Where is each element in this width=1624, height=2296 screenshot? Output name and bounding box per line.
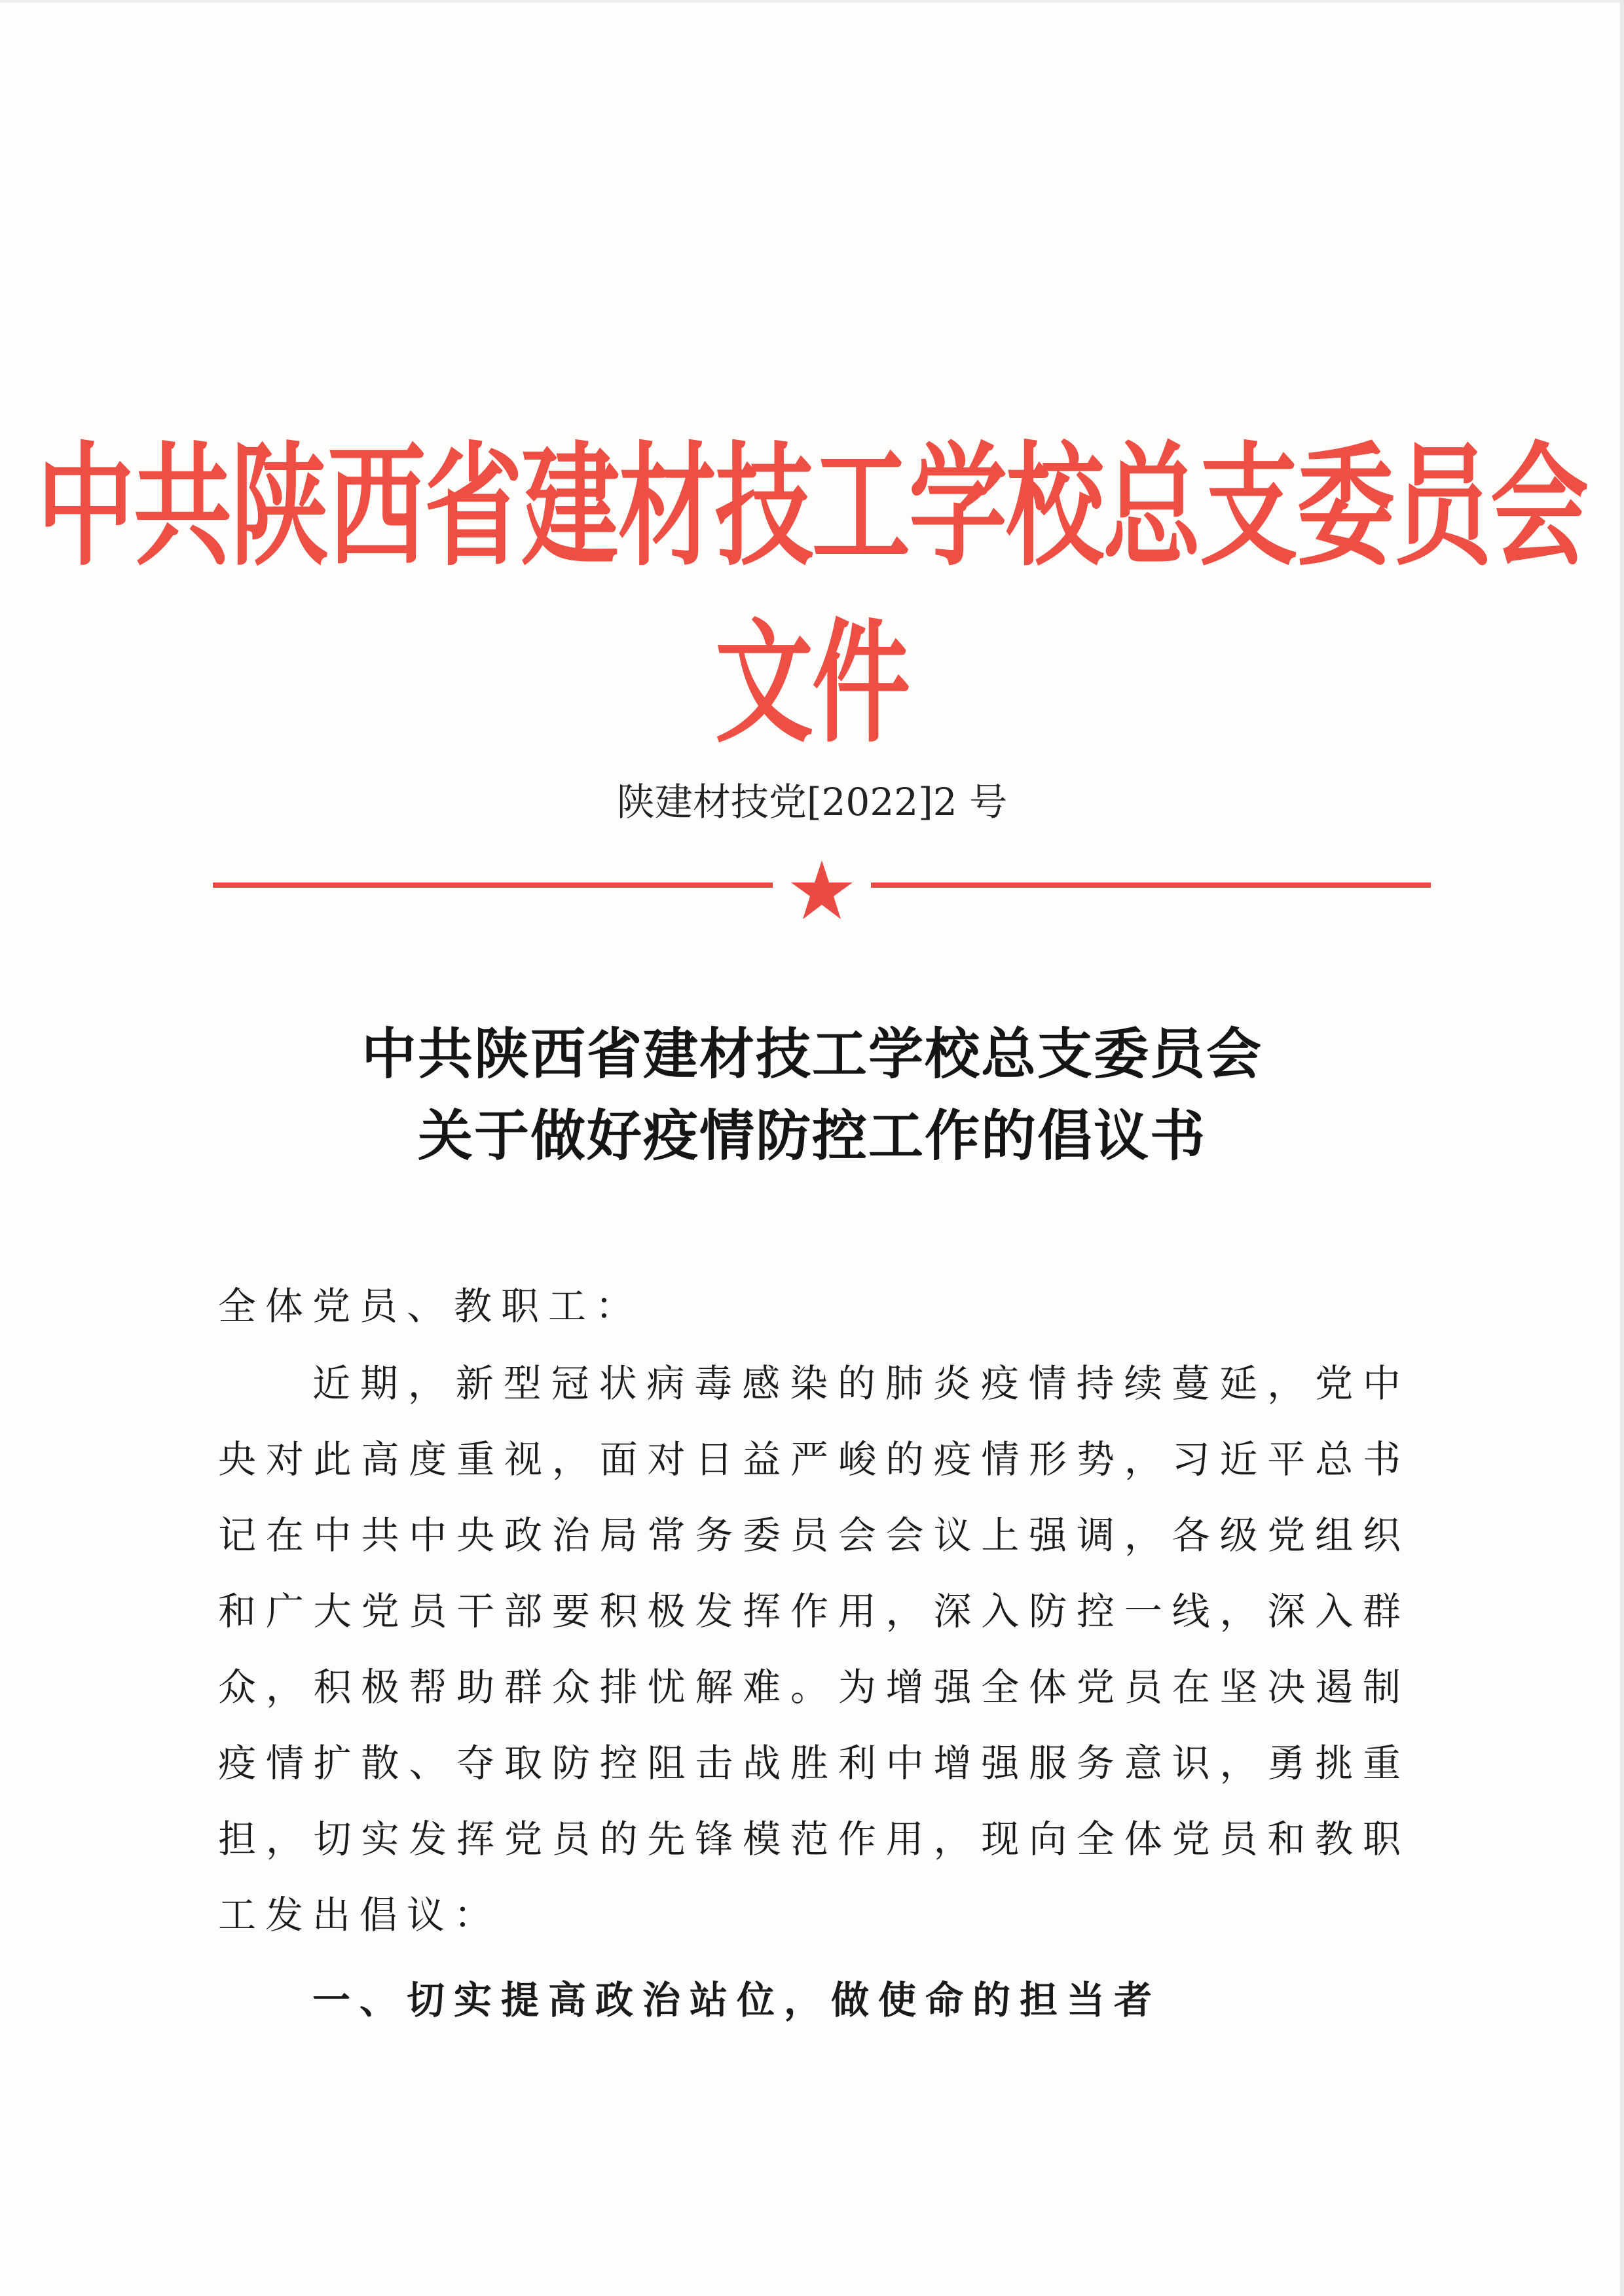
red-divider-right <box>871 883 1431 888</box>
document-title-line-1: 中共陕西省建材技工学校总支委员会 <box>361 1022 1263 1086</box>
salutation: 全体党员、教职工： <box>218 1284 643 1328</box>
red-header-title: 中共陕西省建材技工学校总支委员会文件 <box>36 430 1587 761</box>
document-number: 陕建材技党[2022]2 号 <box>616 780 1008 824</box>
document-title-line-2: 关于做好疫情防控工作的倡议书 <box>417 1104 1206 1168</box>
section-heading: 一、切实提高政治站位，做使命的担当者 <box>312 1978 1162 2022</box>
scan-edge <box>0 0 1624 3</box>
red-divider-left <box>213 883 773 888</box>
star-icon <box>789 858 855 923</box>
body-paragraph: 近期，新型冠状病毒感染的肺炎疫情持续蔓延，党中央对此高度重视，面对日益严峻的疫情形势，习近平总书记在中共中央政治局常务委员会会议上强调，各级党组织和广大党员干部要积极发挥作用，深入防控一线，深入群众，积极帮助群众排忧解难。为增强全体党员在坚决遏制疫情扩散、夺取防控阻击战胜利中增强服务意识，勇挑重担，切实发挥党员的先锋模范作用，现向全体党员和教职工发出倡议： <box>218 1361 1410 1937</box>
